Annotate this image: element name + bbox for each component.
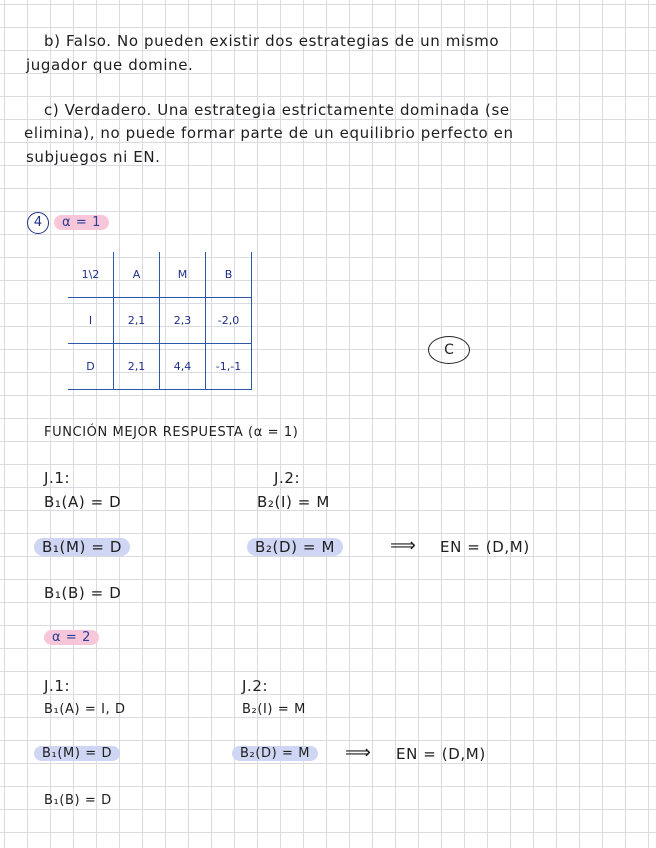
circled-c-label: C <box>428 336 470 364</box>
column-header-M: M <box>160 252 206 298</box>
alpha2-b1-A: B₁(A) = I, D <box>44 702 126 717</box>
row-header-D: D <box>68 344 114 390</box>
alpha1-j2-label: J.2: <box>274 469 301 487</box>
payoff-cell-I-M: 2,3 <box>160 298 206 344</box>
alpha2-b1-B: B₁(B) = D <box>44 793 112 808</box>
payoff-header-row <box>68 252 252 298</box>
payoff-cell-D-A: 2,1 <box>114 344 160 390</box>
alpha-1-highlight: α = 1 <box>54 215 109 230</box>
matrix-corner-label: 1\2 <box>68 252 114 298</box>
row-header-I: I <box>68 298 114 344</box>
alpha1-implies-arrow: ⟹ <box>390 535 417 556</box>
payoff-matrix <box>68 252 252 390</box>
alpha2-b1-M <box>34 746 120 761</box>
alpha-2-label <box>44 630 99 645</box>
alpha2-b2-D-highlight: B₂(D) = M <box>232 746 318 761</box>
payoff-cell-I-A: 2,1 <box>114 298 160 344</box>
payoff-row-I <box>68 298 252 344</box>
answer-c-line3: subjuegos ni EN. <box>26 148 161 166</box>
alpha1-b1-A: B₁(A) = D <box>44 493 122 511</box>
alpha1-nash-equilibrium: EN = (D,M) <box>440 538 530 556</box>
answer-c-line2: elimina), no puede formar parte de un equilibrio perfecto en <box>24 124 514 142</box>
best-response-title: FUNCIÓN MEJOR RESPUESTA (α = 1) <box>44 425 299 440</box>
payoff-cell-D-M: 4,4 <box>160 344 206 390</box>
payoff-cell-D-B: -1,-1 <box>206 344 252 390</box>
alpha1-b2-I: B₂(I) = M <box>257 493 330 511</box>
problem-number-badge: 4 <box>27 212 49 234</box>
alpha2-implies-arrow: ⟹ <box>345 742 372 763</box>
column-header-B: B <box>206 252 252 298</box>
alpha1-b2-D-highlight: B₂(D) = M <box>247 538 343 556</box>
payoff-row-D <box>68 344 252 390</box>
alpha2-b2-I: B₂(I) = M <box>242 702 306 717</box>
alpha1-j1-label: J.1: <box>44 469 71 487</box>
alpha-1-label <box>54 215 109 230</box>
alpha2-b1-M-highlight: B₁(M) = D <box>34 746 120 761</box>
alpha1-b2-D <box>247 538 343 556</box>
alpha-2-highlight: α = 2 <box>44 630 99 645</box>
alpha2-b2-D <box>232 746 318 761</box>
column-header-A: A <box>114 252 160 298</box>
alpha2-j2-label: J.2: <box>242 677 269 695</box>
alpha2-j1-label: J.1: <box>44 677 71 695</box>
alpha1-b1-B: B₁(B) = D <box>44 584 122 602</box>
alpha2-nash-equilibrium: EN = (D,M) <box>396 745 486 763</box>
alpha1-b1-M <box>34 538 130 556</box>
alpha1-b1-M-highlight: B₁(M) = D <box>34 538 130 556</box>
answer-c-line1: c) Verdadero. Una estrategia estrictamente dominada (se <box>44 101 510 119</box>
answer-b-line2: jugador que domine. <box>26 56 194 74</box>
answer-b-line1: b) Falso. No pueden existir dos estrategias de un mismo <box>44 32 500 50</box>
payoff-cell-I-B: -2,0 <box>206 298 252 344</box>
